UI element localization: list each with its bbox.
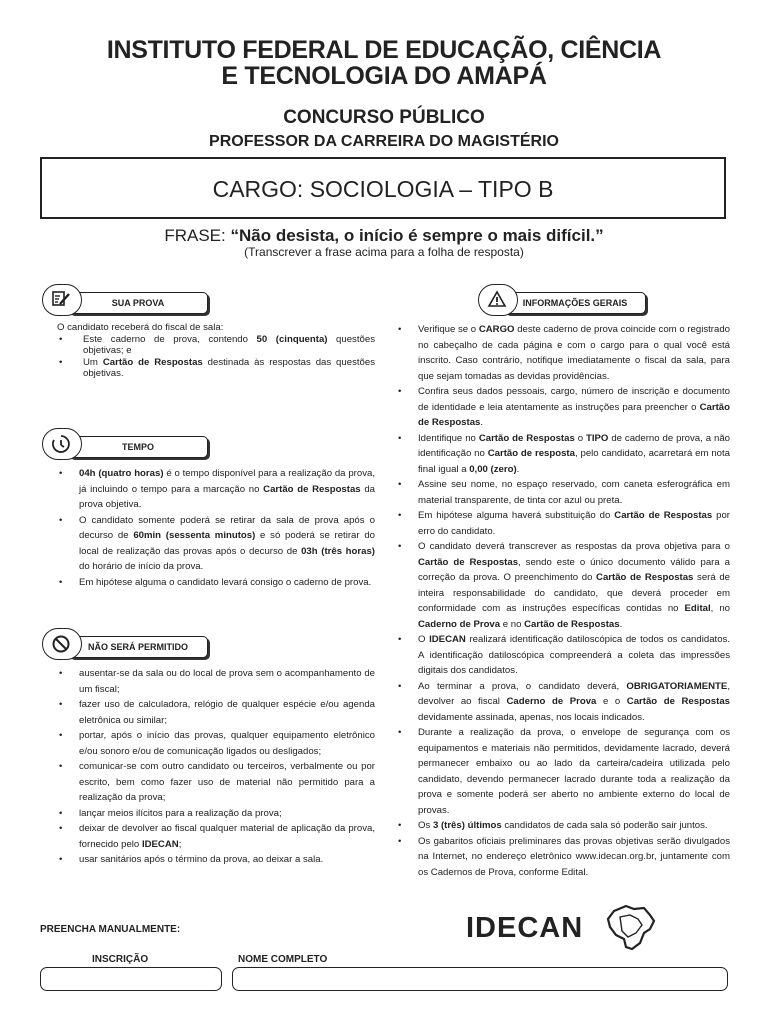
nome-completo-label: NOME COMPLETO <box>238 954 328 965</box>
list-item: • fazer uso de calculadora, relógio de qualquer espécie e/ou agenda eletrônica ou similar; <box>57 697 375 728</box>
pencil-sheet-icon <box>42 284 82 316</box>
prohibited-icon <box>42 628 82 660</box>
section-header-sua-prova <box>42 284 212 320</box>
section-header-tempo <box>42 428 212 464</box>
list-item: • deixar de devolver ao fiscal qualquer material de aplicação da prova, fornecido pelo IDECAN; <box>57 821 375 852</box>
section-header-nao-permitido <box>42 628 212 664</box>
nao-permitido-content <box>57 666 375 868</box>
section-title-informacoes: INFORMAÇÕES GERAIS <box>504 292 646 314</box>
contest-title: CONCURSO PÚBLICO <box>283 107 485 128</box>
tempo-content <box>57 466 375 590</box>
idecan-logo: IDECAN <box>466 912 584 944</box>
list-item: • Ao terminar a prova, o candidato deverá, OBRIGATORIAMENTE, devolver ao fiscal Caderno de Prova e o Cartão de Respostas devidamente assinada, apenas, nos locais indicados. <box>396 679 730 726</box>
list-item: • Assine seu nome, no espaço reservado, com caneta esferográfica em material transparente, de tinta cor azul ou preta. <box>396 477 730 508</box>
list-item: • O candidato deverá transcrever as respostas da prova objetiva para o Cartão de Respostas, sendo este o único documento válido para a correção da prova. O preenchimento do Cartão de Respostas será de inteira responsabilidade do candidato, que deverá proceder em conformidade com as instruções específicas contidas no Edital, no Caderno de Prova e no Cartão de Respostas. <box>396 539 730 632</box>
list-item: • Em hipótese alguma haverá substituição do Cartão de Respostas por erro do candidato. <box>396 508 730 539</box>
inscricao-label: INSCRIÇÃO <box>92 954 149 965</box>
clock-icon <box>42 428 82 460</box>
position-title: PROFESSOR DA CARREIRA DO MAGISTÉRIO <box>209 133 559 150</box>
nome-completo-field[interactable] <box>232 967 728 991</box>
list-item: • 04h (quatro horas) é o tempo disponível para a realização da prova, já incluindo o tempo para a marcação no Cartão de Respostas da prova objetiva. <box>57 466 375 513</box>
list-item: • comunicar-se com outro candidato ou terceiros, verbalmente ou por escrito, bem como fazer uso de material não permitido para a realização da prova; <box>57 759 375 806</box>
list-item: • Este caderno de prova, contendo 50 (cinquenta) questões objetivas; e <box>57 334 375 357</box>
section-title-tempo: TEMPO <box>68 436 208 458</box>
list-item: • O IDECAN realizará identificação datiloscópica de todos os candidatos. A identificação datiloscópica compreenderá a coleta das impressões digitais dos candidatos. <box>396 632 730 679</box>
brazil-map-icon <box>604 903 658 953</box>
informacoes-content <box>396 322 730 880</box>
list-item: • O candidato somente poderá se retirar da sala de prova após o decurso de 60min (sessenta minutos) e só poderá se retirar do local de realização das provas após o decurso de 03h (três horas) do horário de início da prova. <box>57 513 375 575</box>
list-item: • Confira seus dados pessoais, cargo, número de inscrição e documento de identidade e leia atentamente as instruções para preencher o Cartão de Respostas. <box>396 384 730 431</box>
sua-prova-intro: O candidato receberá do fiscal de sala: <box>57 322 224 333</box>
list-item: • Verifique se o CARGO deste caderno de prova coincide com o registrado no cabeçalho de cada página e com o cargo para o qual você está inscrito. Caso contrário, notifique imediatamente o fiscal da sala, para que sejam tomadas as devidas providências. <box>396 322 730 384</box>
list-item: • ausentar-se da sala ou do local de prova sem o acompanhamento de um fiscal; <box>57 666 375 697</box>
cargo-box <box>40 157 726 219</box>
list-item: • Durante a realização da prova, o envelope de segurança com os equipamentos e materiais não permitidos, devidamente lacrado, deverá permanecer embaixo ou ao lado da carteira/cadeira utilizada pelo candidato, devendo permanecer lacrado durante toda a realização da prova e somente poderá ser aberto no ambiente externo do local de provas. <box>396 725 730 818</box>
institution-title-line1: INSTITUTO FEDERAL DE EDUCAÇÃO, CIÊNCIA <box>106 36 662 64</box>
manual-fill-label: PREENCHA MANUALMENTE: <box>40 924 181 935</box>
warning-icon <box>478 284 518 316</box>
inscricao-field[interactable] <box>40 967 222 991</box>
frase-instruction: (Transcrever a frase acima para a folha de resposta) <box>244 245 524 259</box>
list-item: • lançar meios ilícitos para a realização da prova; <box>57 806 375 822</box>
section-title-sua-prova: SUA PROVA <box>68 292 208 314</box>
list-item: • portar, após o início das provas, qualquer equipamento eletrônico e/ou sonoro e/ou de comunicação ligados ou desligados; <box>57 728 375 759</box>
frase <box>0 226 768 246</box>
institution-title-line2: E TECNOLOGIA DO AMAPÁ <box>221 62 547 90</box>
list-item: • usar sanitários após o término da prova, ao deixar a sala. <box>57 852 375 868</box>
list-item: • Os gabaritos oficiais preliminares das provas objetivas serão divulgados na Internet, no endereço eletrônico www.idecan.org.br, juntamente com os Cadernos de Prova, conforme Edital. <box>396 834 730 881</box>
frase-text: “Não desista, o início é sempre o mais difícil.” <box>230 226 604 245</box>
list-item: • Identifique no Cartão de Respostas o TIPO de caderno de prova, a não identificação no Cartão de resposta, pelo candidato, acarretará em nota final igual a 0,00 (zero). <box>396 431 730 478</box>
frase-label: FRASE: <box>164 226 226 245</box>
section-header-informacoes <box>478 284 650 320</box>
cargo-title: CARGO: SOCIOLOGIA – TIPO B <box>212 176 554 202</box>
section-title-nao-permitido: NÃO SERÁ PERMITIDO <box>68 636 208 658</box>
list-item: • Os 3 (três) últimos candidatos de cada sala só poderão sair juntos. <box>396 818 730 834</box>
list-item: • Um Cartão de Respostas destinada às respostas das questões objetivas. <box>57 357 375 380</box>
sua-prova-content <box>57 322 375 380</box>
list-item: • Em hipótese alguma o candidato levará consigo o caderno de prova. <box>57 575 375 591</box>
